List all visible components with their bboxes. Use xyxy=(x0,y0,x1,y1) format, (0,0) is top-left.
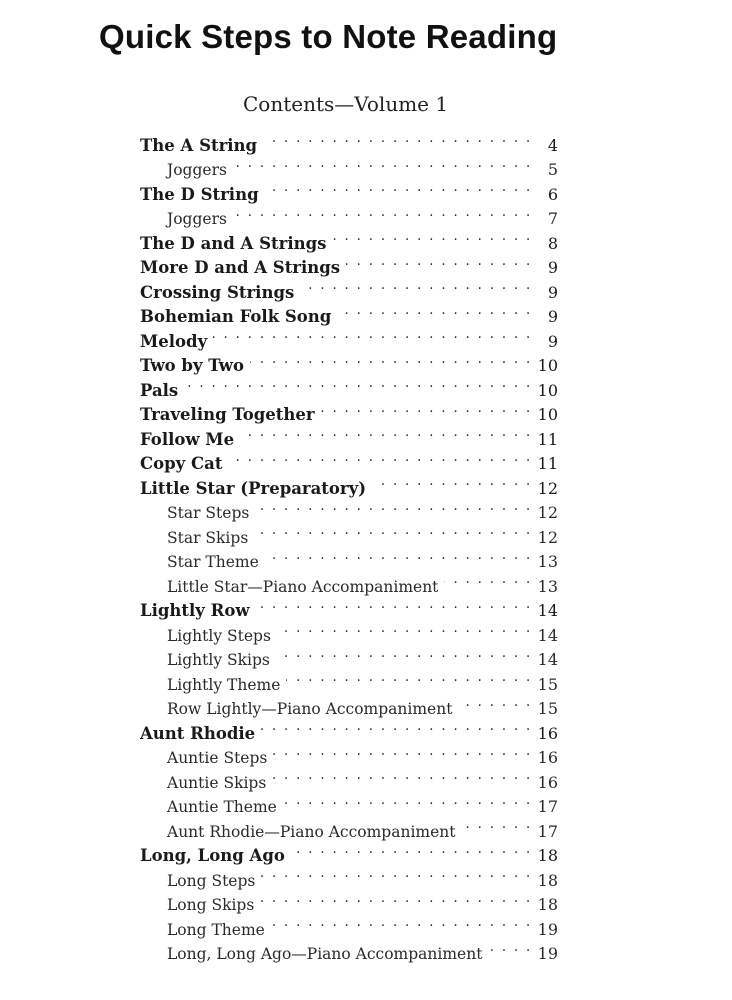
toc-entry-title: Two by Two xyxy=(140,356,244,375)
dot-leader xyxy=(260,886,532,911)
dot-leader xyxy=(276,641,532,666)
toc-page-number: 9 xyxy=(547,307,558,326)
dot-leader xyxy=(228,445,532,470)
dot-leader xyxy=(272,763,532,788)
dot-leader xyxy=(277,616,532,641)
toc-entry-title: Little Star (Preparatory) xyxy=(140,478,367,498)
dot-leader xyxy=(240,420,532,445)
dot-leader xyxy=(233,151,532,176)
toc-page-number: 11 xyxy=(537,454,558,473)
toc-entry xyxy=(140,371,558,400)
dot-leader xyxy=(372,469,532,494)
table-of-contents xyxy=(140,126,558,963)
toc-entry-title: Traveling Together xyxy=(140,405,315,424)
toc-page-number: 4 xyxy=(547,135,558,155)
toc-page-number: 14 xyxy=(537,601,558,620)
toc-entry-title: Aunt Rhodie xyxy=(140,723,256,743)
dot-leader xyxy=(265,175,532,200)
toc-entry-title: Copy Cat xyxy=(140,454,223,473)
page-title: Quick Steps to Note Reading xyxy=(99,18,558,55)
toc-page-number: 14 xyxy=(537,650,558,669)
toc-entry-title: Long Steps xyxy=(167,871,256,890)
toc-entry-title: Joggers xyxy=(167,210,227,228)
dot-leader xyxy=(273,739,532,764)
dot-leader xyxy=(265,543,532,568)
toc-page-number: 14 xyxy=(537,625,558,645)
toc-entry-title: Long, Long Ago xyxy=(140,846,285,865)
toc-page-number: 18 xyxy=(537,870,558,890)
toc-page-number: 9 xyxy=(547,258,558,277)
dot-leader xyxy=(286,665,532,690)
toc-page-number: 7 xyxy=(547,209,558,228)
toc-entry-title: Auntie Steps xyxy=(167,749,268,767)
toc-entry-title: Little Star—Piano Accompaniment xyxy=(167,577,439,596)
dot-leader xyxy=(254,518,532,543)
dot-leader xyxy=(488,935,532,960)
toc-entry-title: Lightly Steps xyxy=(167,626,271,645)
toc-page-number: 13 xyxy=(537,552,558,571)
toc-page-number: 10 xyxy=(537,356,558,375)
toc-page-number: 12 xyxy=(537,527,558,547)
toc-entry-title: The D String xyxy=(140,184,259,204)
toc-page-number: 12 xyxy=(537,478,558,498)
toc-entry-title: Star Theme xyxy=(167,553,259,571)
toc-entry-title: The D and A Strings xyxy=(140,233,327,253)
toc-page-number: 5 xyxy=(547,160,558,179)
dot-leader xyxy=(462,812,533,837)
toc-entry-title: Star Steps xyxy=(167,504,250,522)
dot-leader xyxy=(337,298,532,323)
toc-entry-title: Melody xyxy=(140,331,208,351)
dot-leader xyxy=(261,861,532,886)
dot-leader xyxy=(283,788,532,813)
dot-leader xyxy=(184,371,532,396)
dot-leader xyxy=(256,592,532,617)
dot-leader xyxy=(300,273,532,298)
toc-page-number: 16 xyxy=(537,772,558,792)
toc-entry-title: Long Skips xyxy=(167,896,255,914)
toc-page-number: 9 xyxy=(547,282,558,302)
toc-entry-title: Bohemian Folk Song xyxy=(140,307,332,326)
toc-entry xyxy=(140,396,558,424)
toc-page-number: 8 xyxy=(547,233,558,253)
dot-leader xyxy=(332,224,532,249)
dot-leader xyxy=(346,249,532,274)
toc-entry xyxy=(140,126,558,155)
toc-entry-title: Crossing Strings xyxy=(140,282,295,302)
toc-page-number: 17 xyxy=(537,821,558,841)
toc-entry-title: Star Skips xyxy=(167,528,249,547)
dot-leader xyxy=(291,837,532,862)
toc-page-number: 19 xyxy=(537,944,558,963)
toc-entry-title: Auntie Theme xyxy=(167,798,277,816)
toc-page-number: 17 xyxy=(537,797,558,816)
toc-page-number: 15 xyxy=(537,699,558,718)
toc-page-number: 10 xyxy=(537,380,558,400)
toc-page-number: 18 xyxy=(537,846,558,865)
dot-leader xyxy=(250,347,532,372)
dot-leader xyxy=(458,690,532,715)
dot-leader xyxy=(261,714,532,739)
toc-page-number: 6 xyxy=(547,184,558,204)
dot-leader xyxy=(213,322,532,347)
dot-leader xyxy=(444,567,532,592)
toc-entry-title: Auntie Skips xyxy=(167,773,267,792)
toc-entry-title: Long Theme xyxy=(167,920,265,939)
toc-entry-title: Aunt Rhodie—Piano Accompaniment xyxy=(167,822,456,841)
toc-entry-title: Joggers xyxy=(167,161,227,179)
toc-entry-title: Lightly Theme xyxy=(167,675,281,694)
toc-entry-title: The A String xyxy=(140,135,258,155)
toc-page-number: 19 xyxy=(537,919,558,939)
toc-entry-title: Lightly Skips xyxy=(167,651,270,669)
toc-entry-title: Long, Long Ago—Piano Accompaniment xyxy=(167,945,483,963)
toc-entry-title: Lightly Row xyxy=(140,601,250,620)
toc-page-number: 12 xyxy=(537,503,558,522)
dot-leader xyxy=(263,126,532,151)
toc-page-number: 18 xyxy=(537,895,558,914)
toc-page-number: 13 xyxy=(537,576,558,596)
toc-entry-title: More D and A Strings xyxy=(140,258,341,277)
dot-leader xyxy=(321,396,532,421)
toc-page-number: 15 xyxy=(537,674,558,694)
toc-page-number: 10 xyxy=(537,405,558,424)
dot-leader xyxy=(271,910,532,935)
contents-heading: Contents—Volume 1 xyxy=(243,92,449,116)
dot-leader xyxy=(233,200,532,225)
toc-entry-title: Follow Me xyxy=(140,429,235,449)
toc-page-number: 16 xyxy=(537,748,558,767)
toc-page-number: 9 xyxy=(547,331,558,351)
toc-entry-title: Pals xyxy=(140,380,179,400)
toc-entry-title: Row Lightly—Piano Accompaniment xyxy=(167,700,453,718)
toc-page-number: 11 xyxy=(537,429,558,449)
toc-page-number: 16 xyxy=(537,723,558,743)
dot-leader xyxy=(255,494,532,519)
